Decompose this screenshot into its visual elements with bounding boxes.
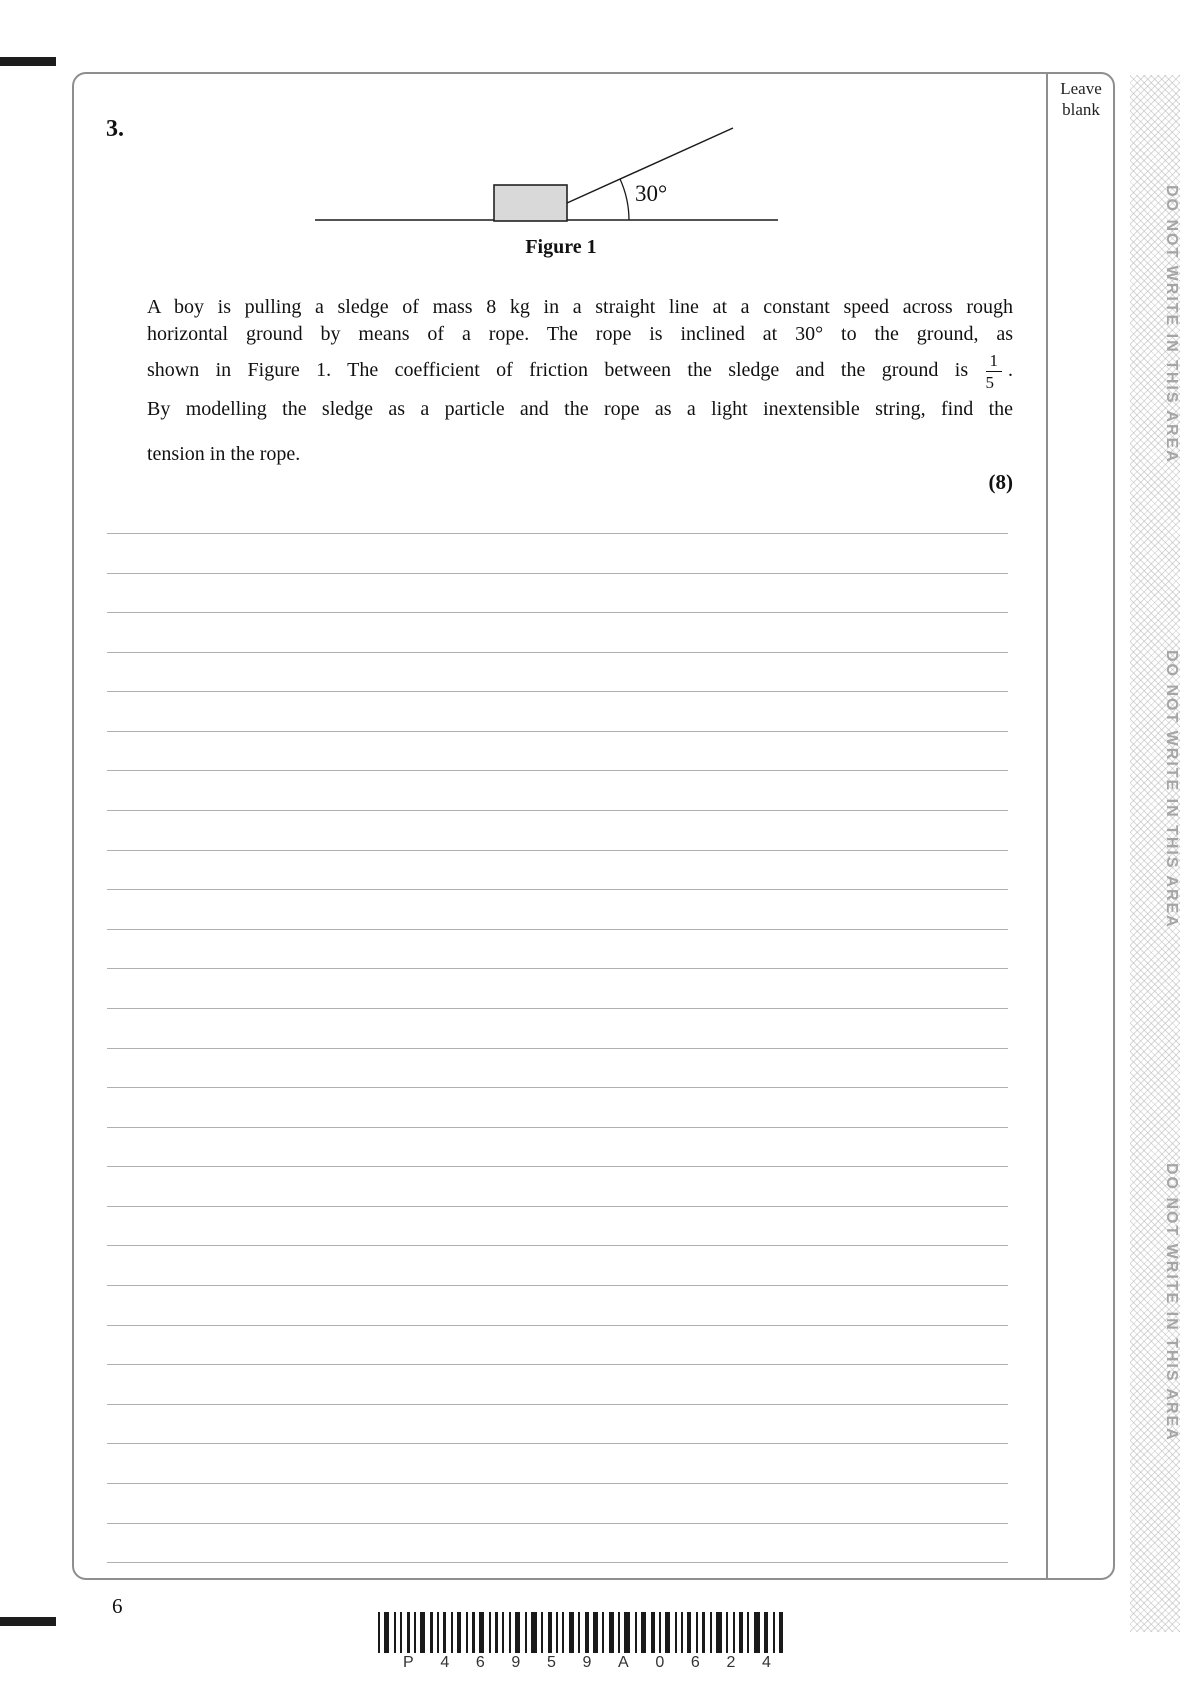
angle-label: 30° <box>635 181 668 206</box>
friction-coefficient-fraction <box>986 352 1003 391</box>
barcode-bar <box>624 1612 630 1653</box>
barcode-bar <box>457 1612 461 1653</box>
answer-ruled-line <box>107 1562 1008 1563</box>
barcode-bar <box>556 1612 558 1653</box>
fraction-denominator: 5 <box>985 373 994 392</box>
question-text-line1: A boy is pulling a sledge of mass 8 kg in a straight line at a constant speed across rough <box>147 296 1013 318</box>
barcode-char: 6 <box>690 1654 700 1671</box>
barcode-bar <box>562 1612 564 1653</box>
barcode-char: 6 <box>475 1654 485 1671</box>
answer-ruled-line <box>107 1087 1008 1088</box>
answer-ruled-line <box>107 1127 1008 1128</box>
answer-ruled-line <box>107 929 1008 930</box>
do-not-write-warning: DO NOT WRITE IN THIS AREA <box>1163 1163 1180 1442</box>
barcode-bar <box>602 1612 604 1653</box>
barcode-bar <box>578 1612 580 1653</box>
barcode-bar <box>541 1612 543 1653</box>
barcode-bar <box>384 1612 389 1653</box>
barcode-bar <box>764 1612 768 1653</box>
answer-ruled-line <box>107 1048 1008 1049</box>
crop-mark-top <box>0 57 56 66</box>
do-not-write-warning: DO NOT WRITE IN THIS AREA <box>1163 650 1180 929</box>
question-text-line4: By modelling the sledge as a particle and the rope as a light inextensible string, find the <box>147 398 1013 420</box>
question-text-line3-post: . <box>1008 359 1013 382</box>
sledge-box <box>494 185 567 221</box>
page-number: 6 <box>112 1594 123 1618</box>
answer-ruled-line <box>107 1166 1008 1167</box>
barcode-bar <box>472 1612 475 1653</box>
barcode-bar <box>585 1612 589 1653</box>
answer-ruled-line <box>107 573 1008 574</box>
barcode-bar <box>443 1612 446 1653</box>
answer-ruled-line <box>107 1404 1008 1405</box>
barcode-bar <box>531 1612 537 1653</box>
barcode-bar <box>687 1612 691 1653</box>
barcode-bar <box>733 1612 735 1653</box>
barcode-bar <box>681 1612 683 1653</box>
answer-ruled-line <box>107 968 1008 969</box>
barcode-bar <box>696 1612 698 1653</box>
answer-ruled-line <box>107 1443 1008 1444</box>
barcode-char: 9 <box>582 1654 592 1671</box>
question-text-line3-pre: shown in Figure 1. The coefficient of friction between the sledge and the ground is <box>147 359 969 382</box>
barcode-bar <box>495 1612 498 1653</box>
barcode-bar <box>593 1612 598 1653</box>
barcode-bar <box>437 1612 439 1653</box>
barcode-bar <box>509 1612 511 1653</box>
barcode-char: 4 <box>440 1654 450 1671</box>
answer-ruled-line <box>107 1325 1008 1326</box>
barcode-bar <box>430 1612 433 1653</box>
barcode-bar <box>710 1612 712 1653</box>
answer-ruled-line <box>107 1285 1008 1286</box>
barcode-bar <box>651 1612 655 1653</box>
barcode-bar <box>502 1612 504 1653</box>
barcode-bar <box>635 1612 637 1653</box>
answer-ruled-line <box>107 1245 1008 1246</box>
barcode-char: 2 <box>726 1654 736 1671</box>
barcode-bar <box>451 1612 453 1653</box>
barcode-bar <box>665 1612 670 1653</box>
answer-ruled-line <box>107 612 1008 613</box>
barcode-bar <box>641 1612 646 1653</box>
barcode-bar <box>609 1612 614 1653</box>
answer-ruled-line <box>107 850 1008 851</box>
barcode-bar <box>716 1612 722 1653</box>
answer-ruled-line <box>107 1483 1008 1484</box>
barcode-bar <box>747 1612 749 1653</box>
question-text-line5: tension in the rope. <box>147 443 301 465</box>
leave-blank-line1: Leave <box>1060 79 1102 98</box>
fraction-numerator: 1 <box>986 352 1003 372</box>
barcode <box>378 1612 783 1653</box>
barcode-bar <box>515 1612 520 1653</box>
barcode-bar <box>466 1612 468 1653</box>
barcode-char: 9 <box>511 1654 521 1671</box>
barcode-char: 5 <box>546 1654 556 1671</box>
leave-blank-separator <box>1046 73 1048 1579</box>
barcode-bar <box>702 1612 705 1653</box>
barcode-text <box>403 1654 771 1672</box>
barcode-bar <box>659 1612 661 1653</box>
barcode-bar <box>618 1612 620 1653</box>
leave-blank-line2: blank <box>1062 100 1100 119</box>
answer-ruled-line <box>107 652 1008 653</box>
barcode-bar <box>420 1612 425 1653</box>
barcode-bar <box>407 1612 410 1653</box>
barcode-bar <box>779 1612 783 1653</box>
answer-ruled-line <box>107 691 1008 692</box>
barcode-bar <box>548 1612 552 1653</box>
answer-ruled-line <box>107 770 1008 771</box>
barcode-char: 4 <box>762 1654 771 1671</box>
marks-badge: (8) <box>988 470 1013 494</box>
barcode-char: 0 <box>655 1654 665 1671</box>
answer-ruled-line <box>107 1364 1008 1365</box>
crop-mark-bottom <box>0 1617 56 1626</box>
barcode-bar <box>414 1612 416 1653</box>
answer-ruled-line <box>107 533 1008 534</box>
question-number: 3. <box>106 116 124 142</box>
answer-ruled-line <box>107 1008 1008 1009</box>
barcode-bar <box>773 1612 775 1653</box>
leave-blank-label <box>1048 78 1114 120</box>
barcode-bar <box>726 1612 728 1653</box>
barcode-bar <box>569 1612 574 1653</box>
barcode-bar <box>400 1612 402 1653</box>
do-not-write-strip <box>1130 75 1180 1632</box>
answer-ruled-line <box>107 1206 1008 1207</box>
question-text-line2: horizontal ground by means of a rope. The rope is inclined at 30° to the ground, as <box>147 323 1013 345</box>
barcode-bar <box>479 1612 484 1653</box>
barcode-bar <box>489 1612 491 1653</box>
do-not-write-warning: DO NOT WRITE IN THIS AREA <box>1163 185 1180 464</box>
barcode-bar <box>739 1612 743 1653</box>
question-text-line3 <box>147 352 1013 391</box>
barcode-bar <box>675 1612 677 1653</box>
angle-arc <box>620 179 629 220</box>
barcode-bar <box>525 1612 527 1653</box>
barcode-char: A <box>618 1654 629 1671</box>
barcode-bar <box>754 1612 760 1653</box>
answer-ruled-line <box>107 889 1008 890</box>
barcode-bar <box>378 1612 380 1653</box>
answer-ruled-line <box>107 1523 1008 1524</box>
barcode-bar <box>394 1612 396 1653</box>
answer-ruled-line <box>107 731 1008 732</box>
figure-caption: Figure 1 <box>525 236 597 258</box>
answer-ruled-line <box>107 810 1008 811</box>
barcode-char: P <box>403 1654 414 1671</box>
